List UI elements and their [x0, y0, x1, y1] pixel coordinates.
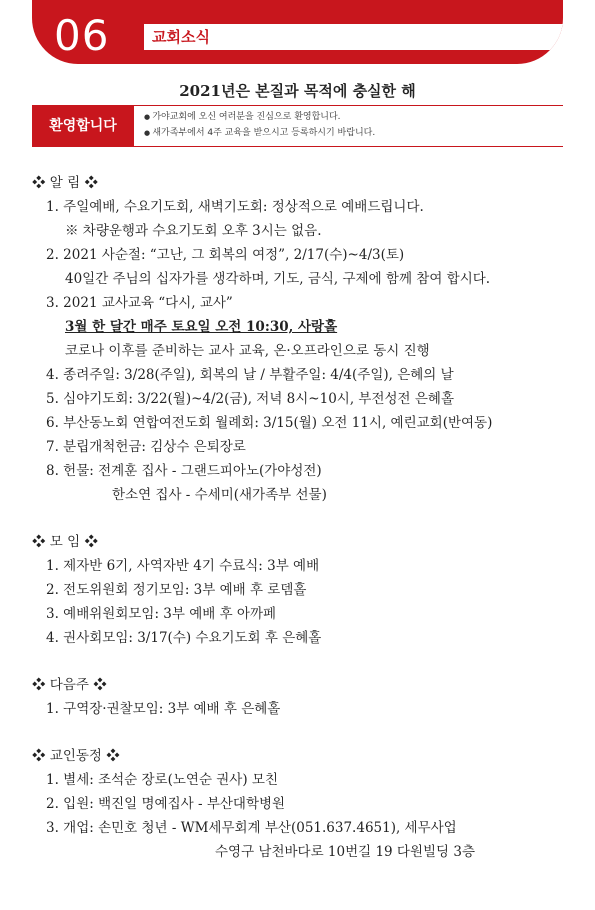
meetings-section [32, 531, 567, 650]
list-item: 8. 헌물: 전계훈 집사 - 그랜드피아노(가야성전) [46, 463, 322, 479]
list-item: 6. 부산동노회 연합여전도회 월례회: 3/15(월) 오전 11시, 예린교회(반여동) [46, 415, 493, 431]
welcome-list [144, 109, 375, 141]
yearly-theme: 2021년은 본질과 목적에 충실한 해 [179, 82, 416, 100]
list-item: 4. 권사회모임: 3/17(수) 수요기도회 후 은혜홀 [46, 630, 322, 646]
list-item: 1. 별세: 조석순 장로(노연순 권사) 모친 [46, 772, 278, 788]
list-item: 5. 심야기도회: 3/22(월)~4/2(금), 저녁 8시~10시, 부전성전 은혜홀 [46, 391, 454, 407]
list-item: 3. 예배위원회모임: 3부 예배 후 아까페 [46, 606, 277, 622]
list-item-note: ※ 차량운행과 수요기도회 오후 3시는 없음. [65, 223, 322, 239]
list-item: 1. 주일예배, 수요기도회, 새벽기도회: 정상적으로 예배드립니다. [46, 199, 424, 215]
next-week-title: ❖ 다음주 ❖ [32, 677, 107, 693]
section-number: 06 [54, 11, 110, 60]
members-title: ❖ 교인동정 ❖ [32, 748, 120, 764]
news-content [32, 172, 567, 888]
meetings-title: ❖ 모 임 ❖ [32, 534, 98, 550]
list-item: 2. 2021 사순절: “고난, 그 회복의 여정”, 2/17(수)~4/3(토) [46, 247, 405, 263]
list-item: 2. 입원: 백진일 명예집사 - 부산대학병원 [46, 796, 286, 812]
list-item: 2. 전도위원회 정기모임: 3부 예배 후 로뎀홀 [46, 582, 307, 598]
list-item-highlight: 3월 한 달간 매주 토요일 오전 10:30, 사랑홀 [65, 319, 338, 335]
list-item: 4. 종려주일: 3/28(주일), 회복의 날 / 부활주일: 4/4(주일), 은혜의 날 [46, 367, 454, 383]
notices-section [32, 172, 567, 507]
welcome-label: 환영합니다 [32, 106, 134, 146]
list-item: 3. 2021 교사교육 “다시, 교사” [46, 295, 233, 311]
next-week-section [32, 674, 567, 721]
notices-title: ❖ 알 림 ❖ [32, 175, 98, 191]
list-item-note: 40일간 주님의 십자가를 생각하며, 기도, 금식, 구제에 함께 참여 합시다. [65, 271, 491, 287]
welcome-box [32, 105, 563, 147]
welcome-line: ● 새가족부에서 4주 교육을 받으시고 등록하시기 바랍니다. [144, 125, 375, 141]
list-item: 7. 분립개척헌금: 김상수 은퇴장로 [46, 439, 246, 455]
section-title: 교회소식 [144, 24, 563, 50]
list-item-note: 수영구 남천바다로 10번길 19 다원빌딩 3층 [215, 844, 476, 860]
list-item: 1. 구역장·권찰모임: 3부 예배 후 은혜홀 [46, 701, 281, 717]
list-item-note: 한소연 집사 - 수세미(새가족부 선물) [112, 487, 327, 503]
members-section [32, 745, 567, 864]
welcome-line: ● 가야교회에 오신 여러분을 진심으로 환영합니다. [144, 109, 375, 125]
list-item: 1. 제자반 6기, 사역자반 4기 수료식: 3부 예배 [46, 558, 320, 574]
list-item: 3. 개업: 손민호 청년 - WM세무회계 부산(051.637.4651), 세무사업 [46, 820, 457, 836]
list-item-note: 코로나 이후를 준비하는 교사 교육, 온·오프라인으로 동시 진행 [65, 343, 430, 359]
section-header-banner [32, 0, 563, 64]
